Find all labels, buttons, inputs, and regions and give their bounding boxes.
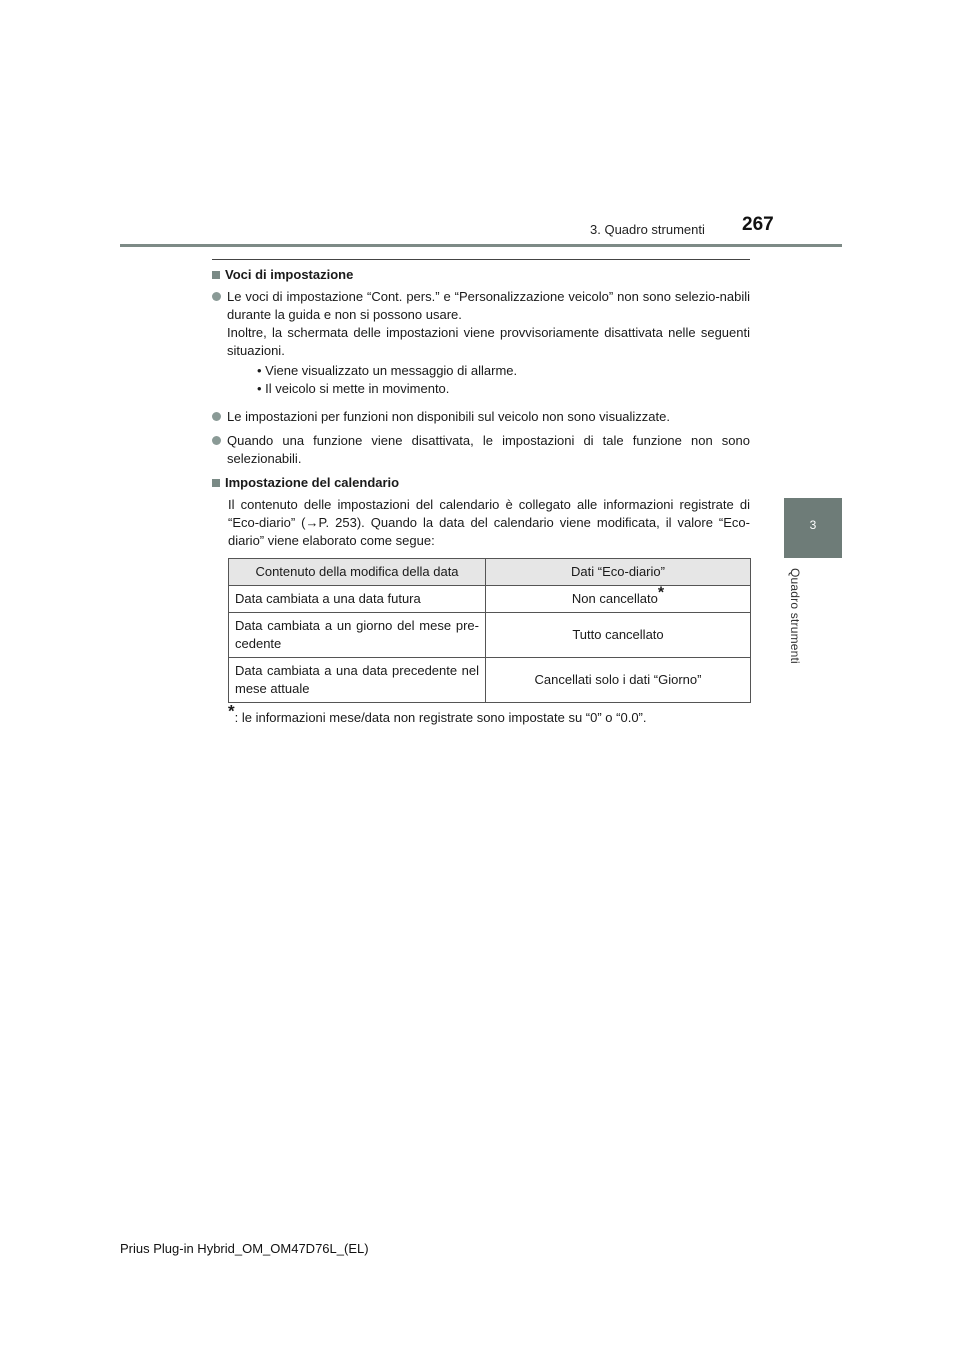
table-row (229, 613, 751, 658)
bullet-text: Quando una funzione viene disattivata, le impostazioni di tale funzione non sono selezionabili. (227, 433, 750, 466)
circle-bullet-icon (212, 412, 221, 421)
circle-bullet-icon (212, 436, 221, 445)
eco-diario-table (228, 558, 751, 703)
table-cell: Data cambiata a una data futura (229, 586, 486, 613)
chapter-tab-number: 3 (809, 518, 817, 532)
table-row (229, 586, 751, 613)
sub-list (227, 362, 750, 398)
bullet-text: Inoltre, la schermata delle impostazioni viene provvisoriamente disattivata nelle seguenti situazioni. (227, 325, 750, 358)
table-cell: Data cambiata a una data precedente nel mese attuale (229, 658, 486, 703)
table-cell (486, 586, 751, 613)
table-header-row (229, 559, 751, 586)
bullet-text: Le voci di impostazione “Cont. pers.” e “Personalizzazione veicolo” non sono selezio-nabili durante la guida e non si possono usare. (227, 289, 750, 322)
header-section-title: 3. Quadro strumenti (590, 222, 705, 237)
square-bullet-icon (212, 271, 220, 279)
header-rule (120, 244, 842, 247)
table-cell: Tutto cancellato (486, 613, 751, 658)
content-top-rule (212, 259, 750, 260)
chapter-side-label: Quadro strumenti (788, 568, 802, 664)
paragraph: Il contenuto delle impostazioni del calendario è collegato alle informazioni registrate di “Eco-diario” (→P. 253). Quando la data del calendario viene modificata, il valore “Eco-diario” viene elaborato come segue: (228, 497, 750, 548)
list-item (212, 408, 750, 426)
cell-text: Non cancellato (571, 591, 658, 606)
sub-list-item: • Viene visualizzato un messaggio di allarme. (257, 363, 518, 378)
bullet-text: Le impostazioni per funzioni non disponibili sul veicolo non sono visualizzate. (227, 409, 670, 424)
footnote-text: : le informazioni mese/data non registrate sono impostate su “0” o “0.0”. (234, 710, 647, 725)
heading-text: Impostazione del calendario (225, 475, 400, 490)
list-item (212, 432, 750, 468)
table-cell: Cancellati solo i dati “Giorno” (486, 658, 751, 703)
document-footer: Prius Plug-in Hybrid_OM_OM47D76L_(EL) (120, 1241, 369, 1256)
table-header-cell: Contenuto della modifica della data (229, 559, 486, 586)
sub-list-item: • Il veicolo si mette in movimento. (257, 381, 450, 396)
footnote-marker: * (228, 701, 235, 721)
section-heading-calendario (212, 474, 750, 492)
footnote-marker: * (657, 584, 665, 602)
table-row (229, 658, 751, 703)
table-header-cell: Dati “Eco-diario” (486, 559, 751, 586)
page-content (212, 266, 750, 727)
list-item (212, 288, 750, 402)
circle-bullet-icon (212, 292, 221, 301)
table-cell: Data cambiata a un giorno del mese pre-cedente (229, 613, 486, 658)
section-heading-voci (212, 266, 750, 284)
footnote (212, 701, 750, 727)
square-bullet-icon (212, 479, 220, 487)
page-number: 267 (742, 214, 774, 235)
heading-text: Voci di impostazione (225, 267, 354, 282)
